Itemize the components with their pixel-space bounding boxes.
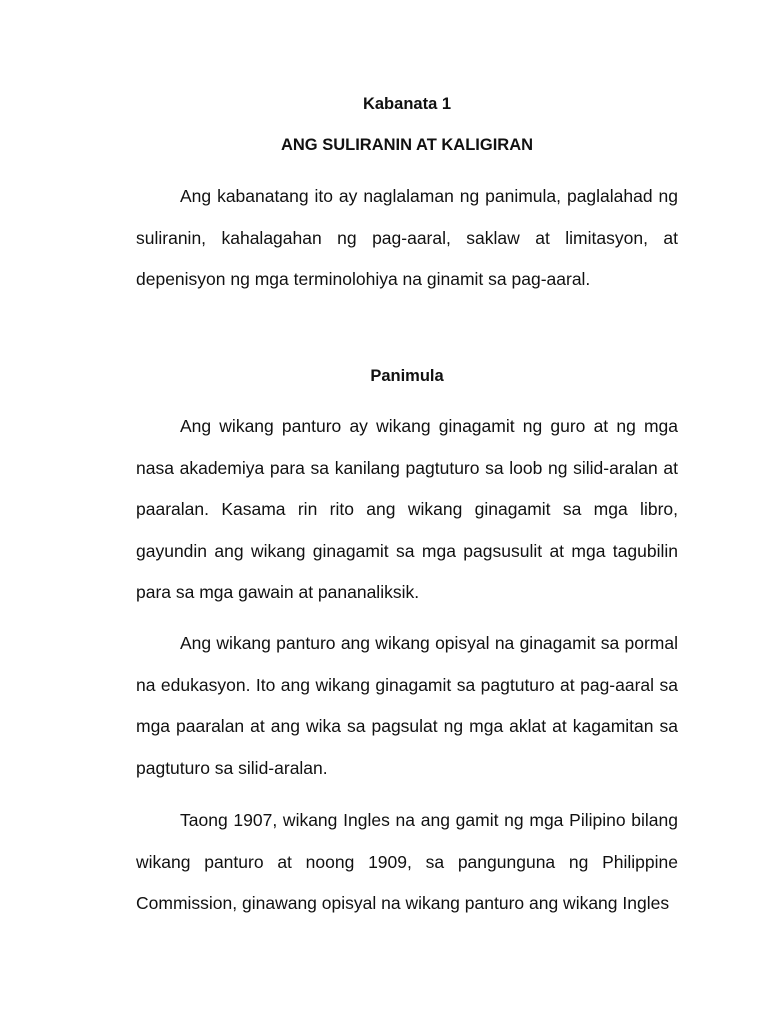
chapter-label: Kabanata 1	[362, 95, 452, 113]
section-heading-panimula: Panimula	[370, 367, 444, 385]
body-paragraph: Taong 1907, wikang Ingles na ang gamit ng mga Pilipino bilang wikang panturo at noong 1909, sa pangunguna ng Philippine Commission, ginawang opisyal na wikang panturo ang wikang Ingles	[136, 810, 678, 913]
body-paragraph: Ang wikang panturo ang wikang opisyal na ginagamit sa pormal na edukasyon. Ito ang wikang ginagamit sa pagtuturo at pag-aaral sa mga paaralan at ang wika sa pagsulat ng mga aklat at kagamitan sa pagtuturo sa silid-aralan.	[136, 633, 678, 778]
intro-paragraph: Ang kabanatang ito ay naglalaman ng panimula, paglalahad ng suliranin, kahalagahan ng pag-aaral, saklaw at limitasyon, at depenisyon ng mga terminolohiya na ginamit sa pag-aaral.	[136, 186, 678, 289]
body-paragraph: Ang wikang panturo ay wikang ginagamit ng guro at ng mga nasa akademiya para sa kanilang pagtuturo sa loob ng silid-aralan at paaralan. Kasama rin rito ang wikang ginagamit sa mga libro, gayundin ang wikang ginagamit sa mga pagsusulit at mga tagubilin para sa mga gawain at pananaliksik.	[136, 416, 678, 602]
chapter-title: ANG SULIRANIN AT KALIGIRAN	[280, 136, 534, 154]
document-page	[136, 0, 678, 1024]
